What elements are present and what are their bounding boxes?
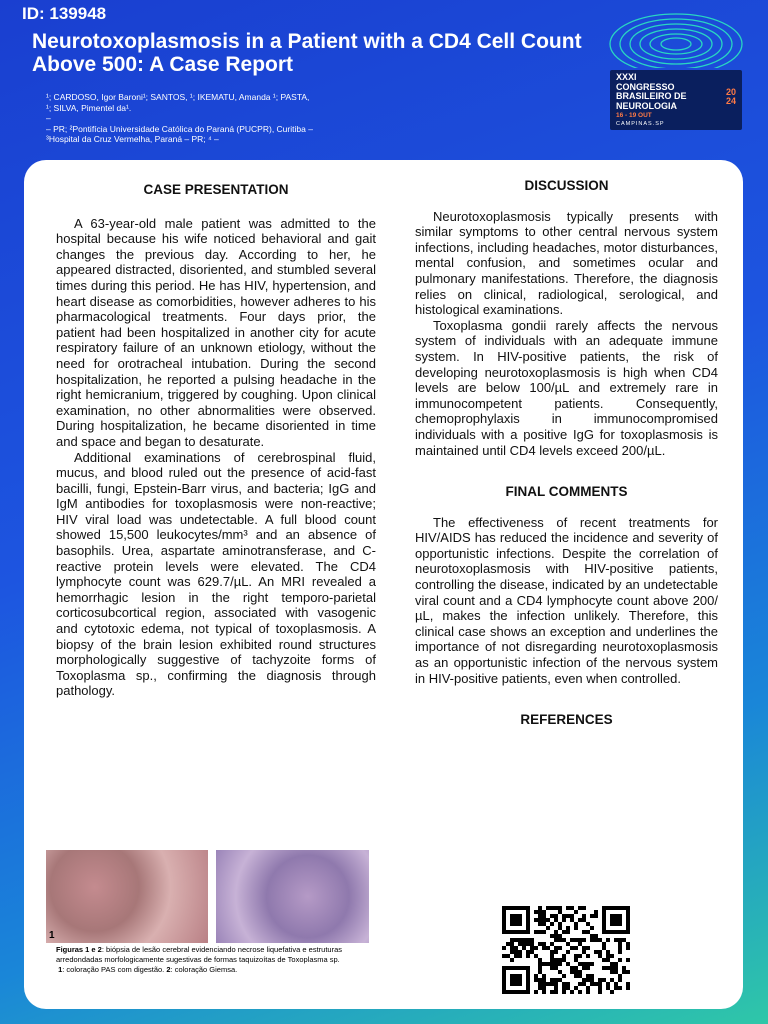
caption-text: : coloração PAS com digestão. [62, 965, 167, 974]
congress-line: CONGRESSO [616, 81, 675, 92]
caption-label: Figuras 1 e 2 [56, 945, 102, 954]
year-top: 20 [725, 87, 736, 97]
authors-line: ¹; SILVA, Pimentel da¹. [46, 102, 132, 113]
authors-line: – [46, 113, 51, 123]
caption-label: 1 [58, 965, 63, 974]
congress-name [616, 73, 687, 111]
authors-line: ¹; CARDOSO, Igor Baroni¹; SANTOS, ¹; IKEMATU, Amanda ¹; PASTA, [46, 92, 310, 102]
caption-text: : biópsia de lesão cerebral evidenciando necrose liquefativa e estruturas arredondadas morfologicamente sugestivas de formas taquizoítas de Toxoplasma sp. [56, 945, 343, 964]
congress-edition: XXXI [616, 72, 637, 82]
case-presentation-column [56, 182, 376, 699]
figure-number: 1 [49, 930, 55, 941]
discussion-heading: DISCUSSION [524, 178, 609, 193]
affiliation-line: ³Hospital da Cruz Vermelha, Paraná – PR; ⁴ – [46, 134, 219, 144]
poster-title: Neurotoxoplasmosis in a Patient with a CD4 Cell Count Above 500: A Case Report [32, 30, 582, 76]
authors-block [46, 92, 546, 145]
content-panel [24, 160, 743, 1009]
congress-city: CAMPINAS.SP [616, 121, 665, 127]
biopsy-image-giemsa [216, 850, 369, 943]
congress-logo [600, 6, 750, 134]
congress-year [726, 88, 736, 106]
caption-text: : coloração Giemsa. [170, 965, 238, 974]
case-paragraph: Additional examinations of cerebrospinal fluid, mucus, and blood ruled out the presence of acid-fast bacilli, fungi, Epstein-Barr virus, and bacteria; IgG and IgM antibodies for toxoplasmosis were non-reactive; HIV viral load was undetectable. A full blood count showed 15,500 leukocytes/mm³ and an absence of basophils. Urea, aspartate aminotransferase, and C-reactive protein levels were elevated. The CD4 lymphocyte count was 629.7/µL. An MRI revealed a hemorrhagic lesion in the right temporo-parietal corticosubcortical region, associated with vasogenic and cytotoxic edema, not typical of toxoplasmosis. A biopsy of the brain lesion exhibited round structures morphologically suggestive of tachyzoite forms of Toxoplasma sp., confirming the diagnosis through pathology. [56, 449, 376, 699]
final-comments-paragraph: The effectiveness of recent treatments for HIV/AIDS has reduced the incidence and severity of opportunistic infections. Despite the correlation of neurotoxoplasmosis with HIV-positive patients, controlling the disease, indicated by an undetectable viral count and a CD4 lymphocyte count above 200/µL, makes the infection unlikely. Therefore, this clinical case shows an exception and underlines the importance of not disregarding neurotoxoplasmosis as an opportunistic infection of the nervous system in HIV-positive patients, even when controlled. [415, 514, 718, 686]
discussion-paragraph: Neurotoxoplasmosis typically presents with similar symptoms to other central nervous system infections, including headaches, motor disturbances, mental confusion, and sometimes ocular and pulmonary manifestations. Therefore, the diagnosis relies on clinical, radiological, serological, and histological examinations. [415, 208, 718, 318]
year-bottom: 24 [725, 96, 736, 106]
discussion-paragraph: Toxoplasma gondii rarely affects the nervous system of individuals with an adequate immune system. In HIV-positive patients, the risk of developing neurotoxoplasmosis is high when CD4 levels are below 100/µL and extremely rare in immunocompetent patients. Consequently, chemoprophylaxis in immunocompromised individuals with a positive IgG for toxoplasmosis is maintained until CD4 levels exceed 200/µL. [415, 317, 718, 458]
references-heading: REFERENCES [520, 712, 613, 728]
qr-code-icon[interactable] [498, 904, 634, 996]
figure-caption [56, 945, 366, 975]
brain-contour-icon [606, 6, 746, 68]
congress-dates: 16 - 19 OUT [616, 112, 652, 119]
caption-label: 2 [166, 965, 171, 974]
poster-id: ID: 139948 [22, 4, 107, 23]
case-presentation-heading: CASE PRESENTATION [143, 182, 289, 197]
congress-line: NEUROLOGIA [616, 100, 678, 111]
congress-line: BRASILEIRO DE [616, 91, 687, 101]
affiliation-line: – PR; ²Pontifícia Universidade Católica do Paraná (PUCPR), Curitiba – [46, 123, 313, 134]
congress-badge [610, 70, 742, 130]
case-paragraph: A 63-year-old male patient was admitted to the hospital because his wife noticed behavioral and gait changes the previous day. According to her, he appeared distracted, disoriented, and stumbled several times during this period. He has HIV, hypertension, and heart disease as comorbidities, however adheres to his pharmacological treatments. Four days prior, the patient had been hospitalized in another city for acute respiratory failure of an unknown etiology, without the need for orotracheal intubation. During the second hospitalization, he reported a pulsing headache in the right hemicranium, triggered by coughing. Upon clinical examination, no other abnormalities were observed. During hospitalization, he became disoriented in time and space and began to desaturate. [56, 215, 376, 449]
biopsy-image-pas [46, 850, 208, 943]
discussion-column [415, 178, 718, 728]
final-comments-heading: FINAL COMMENTS [505, 484, 628, 500]
